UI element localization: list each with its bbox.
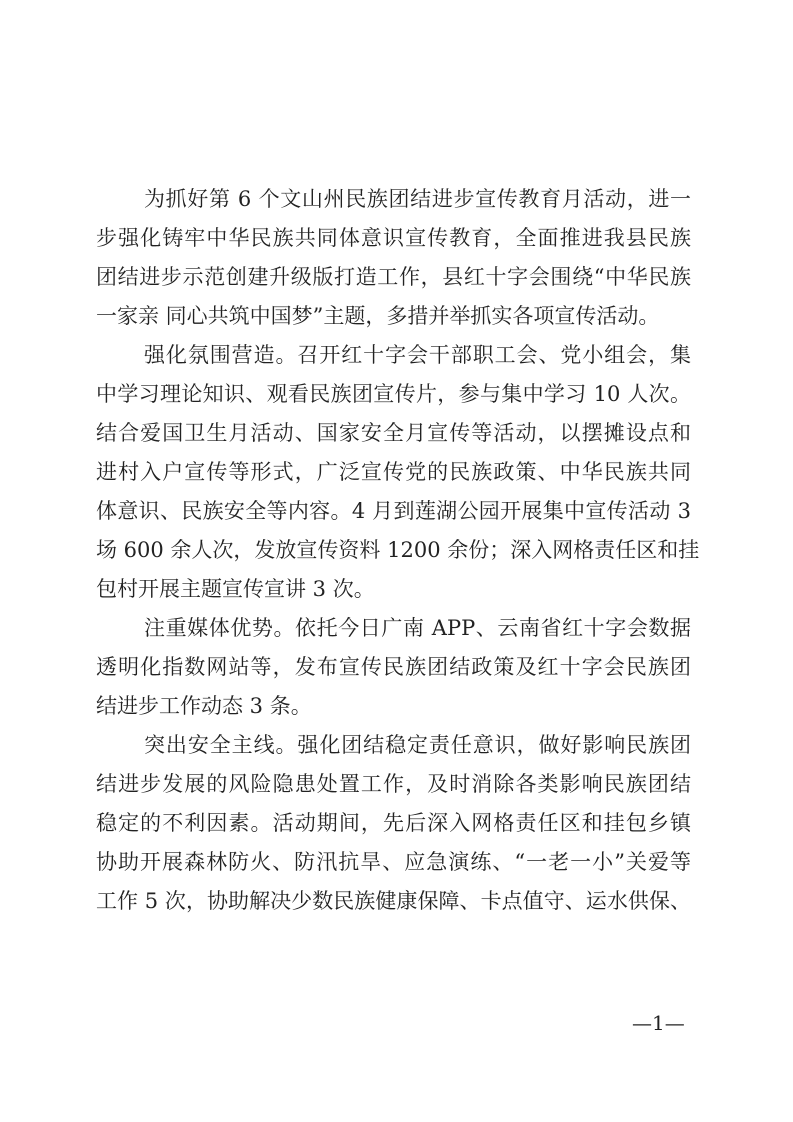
text-line: 结进步工作动态 3 条。	[96, 694, 312, 718]
text-line: 一家亲 同心共筑中国梦”主题，多措并举抓实各项宣传活动。	[96, 304, 660, 328]
document-body	[96, 180, 700, 921]
text-line: 稳定的不利因素。活动期间，先后深入网格责任区和挂包乡镇	[96, 811, 691, 835]
text-line: 协助开展森林防火、防汛抗旱、应急演练、“一老一小”关爱等	[96, 850, 691, 874]
text-line: 体意识、民族安全等内容。4 月到莲湖公园开展集中宣传活动 3	[96, 499, 691, 523]
text-line: 包村开展主题宣传宣讲 3 次。	[96, 577, 375, 601]
text-line: 场 600 余人次，发放宣传资料 1200 余份；深入网格责任区和挂	[96, 538, 700, 562]
text-line: 突出安全主线。强化团结稳定责任意识，做好影响民族团	[144, 733, 691, 757]
text-line: 注重媒体优势。依托今日广南 APP、云南省红十字会数据	[144, 616, 691, 640]
text-line: 工作 5 次，协助解决少数民族健康保障、卡点值守、运水供保、	[96, 889, 691, 913]
paragraph-safety	[96, 726, 691, 921]
text-line: 进村入户宣传等形式，广泛宣传党的民族政策、中华民族共同	[96, 460, 691, 484]
text-line: 团结进步示范创建升级版打造工作，县红十字会围绕“中华民族	[96, 265, 691, 289]
text-line: 结合爱国卫生月活动、国家安全月宣传等活动，以摆摊设点和	[96, 421, 691, 445]
text-line: 透明化指数网站等，发布宣传民族团结政策及红十字会民族团	[96, 655, 691, 679]
page-number: —1—	[632, 1011, 685, 1035]
paragraph-media	[96, 609, 691, 726]
paragraph-atmosphere	[96, 336, 700, 609]
text-line: 强化氛围营造。召开红十字会干部职工会、党小组会，集	[144, 343, 691, 367]
paragraph-intro	[96, 180, 691, 336]
text-line: 中学习理论知识、观看民族团宣传片，参与集中学习 10 人次。	[96, 382, 691, 406]
text-line: 为抓好第 6 个文山州民族团结进步宣传教育月活动，进一	[144, 187, 691, 211]
text-line: 结进步发展的风险隐患处置工作，及时消除各类影响民族团结	[96, 772, 691, 796]
text-line: 步强化铸牢中华民族共同体意识宣传教育，全面推进我县民族	[96, 226, 691, 250]
